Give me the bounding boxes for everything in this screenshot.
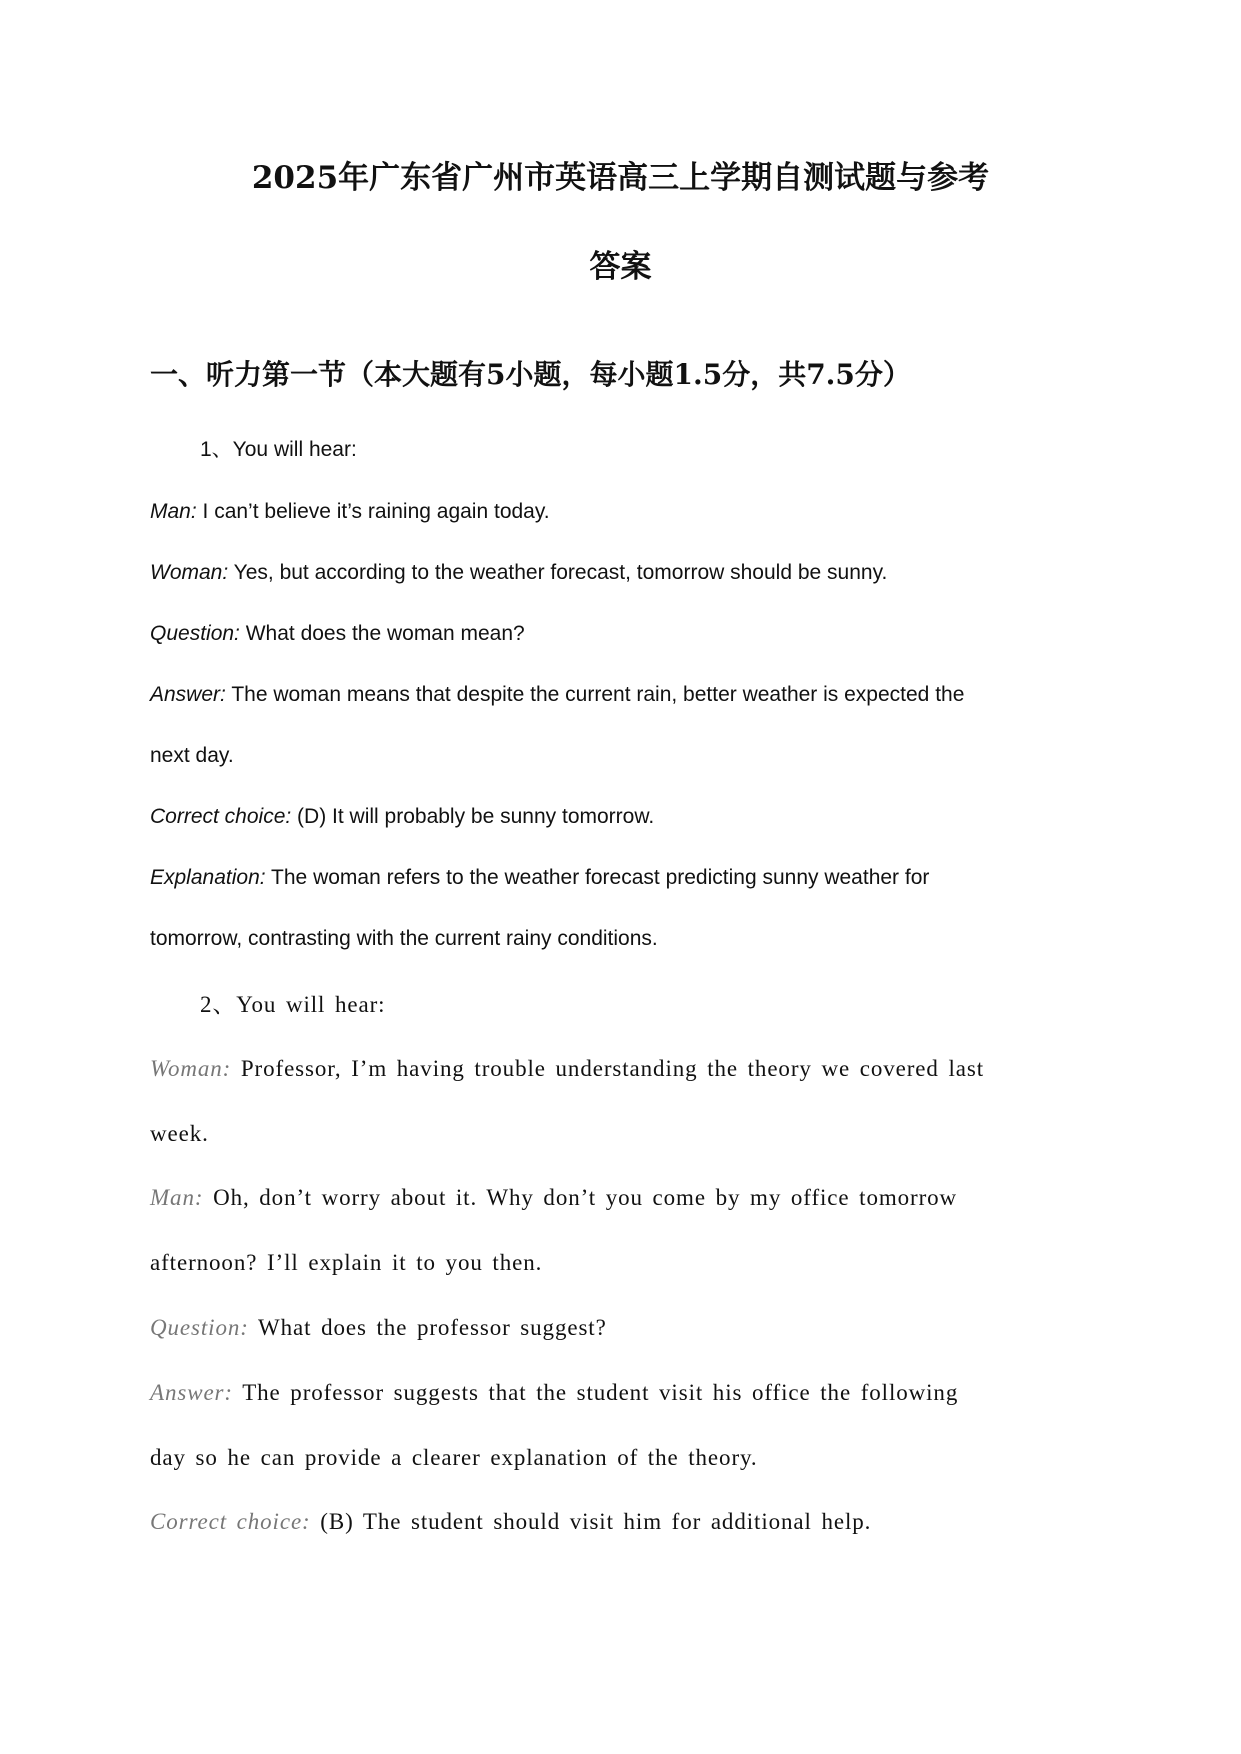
q2-intro: 2、You will hear: xyxy=(200,992,386,1017)
q1-choice-label: Correct choice: xyxy=(150,805,292,828)
document-title-line1: 2025年广东省广州市英语高三上学期自测试题与参考 xyxy=(251,160,990,196)
q2-question-line xyxy=(150,1313,607,1343)
q1-man-text: I can’t believe it’s raining again today. xyxy=(196,500,550,523)
q2-man-label: Man: xyxy=(150,1185,204,1210)
q1-choice-text: (D) It will probably be sunny tomorrow. xyxy=(291,805,655,828)
q2-woman-label: Woman: xyxy=(150,1056,232,1081)
q2-answer-text-2: day so he can provide a clearer explanation of the theory. xyxy=(150,1445,758,1470)
q2-man-line xyxy=(150,1183,957,1213)
q1-answer-line xyxy=(150,680,964,710)
q1-explanation-line xyxy=(150,863,929,893)
q2-question-label: Question: xyxy=(150,1315,249,1340)
q1-choice-line xyxy=(150,802,654,832)
q2-answer-label: Answer: xyxy=(150,1380,233,1405)
q1-man-line xyxy=(150,497,550,527)
q1-woman-label: Woman: xyxy=(150,561,229,584)
q2-choice-text: (B) The student should visit him for additional help. xyxy=(310,1509,872,1534)
q1-woman-text: Yes, but according to the weather forecast, tomorrow should be sunny. xyxy=(228,561,888,584)
q1-intro: 1、You will hear: xyxy=(200,438,357,461)
q2-woman-text-2: week. xyxy=(150,1121,209,1146)
q1-explanation-text-2: tomorrow, contrasting with the current rainy conditions. xyxy=(150,927,658,950)
q2-choice-label: Correct choice: xyxy=(150,1509,311,1534)
q2-woman-text-1: Professor, I’m having trouble understanding the theory we covered last xyxy=(231,1056,984,1081)
q2-choice-line xyxy=(150,1507,871,1537)
q1-question-label: Question: xyxy=(150,622,240,645)
document-title-line2: 答案 xyxy=(589,249,652,285)
q1-answer-text-1: The woman means that despite the current rain, better weather is expected the xyxy=(225,683,965,706)
section-heading: 一、听力第一节（本大题有5小题，每小题1.5分，共7.5分） xyxy=(150,358,911,391)
q1-explanation-label: Explanation: xyxy=(150,866,266,889)
q2-man-text-1: Oh, don’t worry about it. Why don’t you come by my office tomorrow xyxy=(203,1185,958,1210)
q2-answer-line xyxy=(150,1378,958,1408)
q2-man-text-2: afternoon? I’ll explain it to you then. xyxy=(150,1250,543,1275)
q2-answer-text-1: The professor suggests that the student visit his office the following xyxy=(232,1380,959,1405)
q1-woman-line xyxy=(150,558,887,588)
q1-answer-label: Answer: xyxy=(150,683,226,706)
q2-woman-line xyxy=(150,1054,984,1084)
q1-answer-text-2: next day. xyxy=(150,744,234,767)
q1-question-line xyxy=(150,619,525,649)
q2-question-text: What does the professor suggest? xyxy=(248,1315,607,1340)
q1-question-text: What does the woman mean? xyxy=(239,622,525,645)
q1-explanation-text-1: The woman refers to the weather forecast predicting sunny weather for xyxy=(265,866,930,889)
q1-man-label: Man: xyxy=(150,500,197,523)
